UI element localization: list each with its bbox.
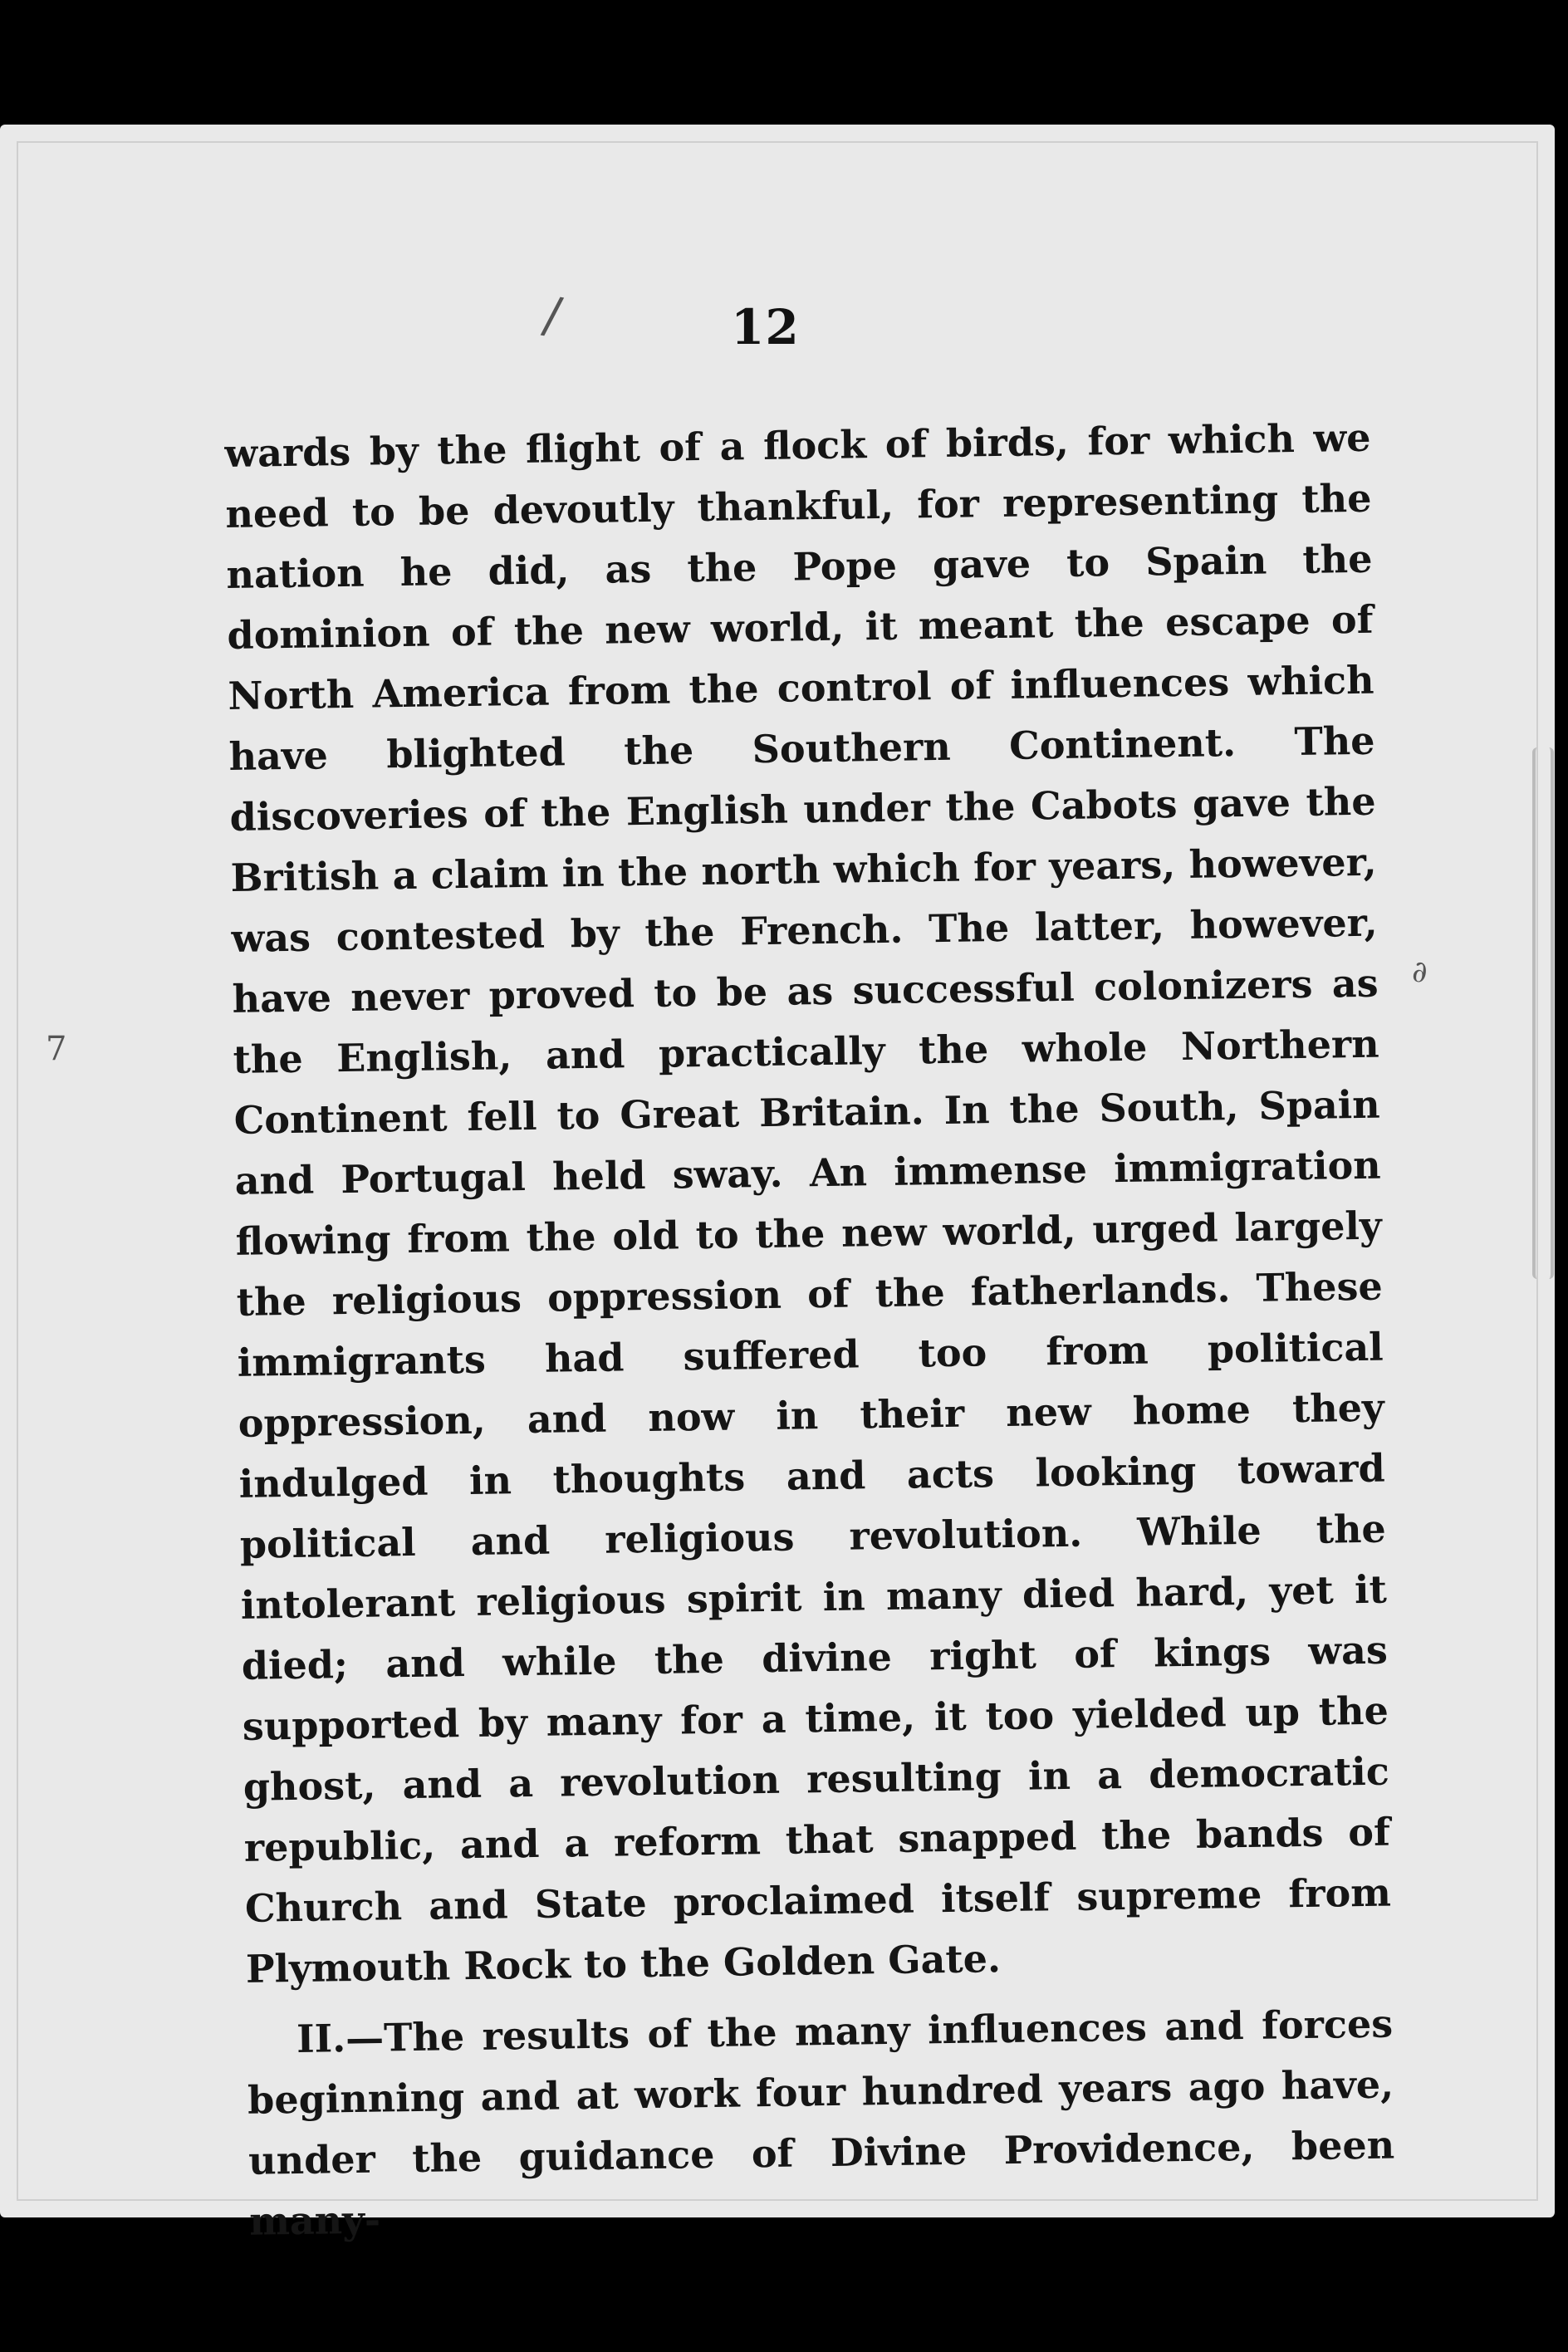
paragraph: wards by the flight of a flock of birds, for which we need to be devoutly thankful, for representing the nation he did, as the Pope gave to Spain the dominion of the new world, it meant the escape of North America from the control of influences which have blighted the Southern Continent. The discoveries of the English under the Cabots gave the British a claim in the north which for years, however, was contested by the French. The latter, however, have never proved to be as successful colonizers as the English, and practically the whole Northern Continent fell to Great Britain. In the South, Spain and Portugal held sway. An immense immigration flowing from the old to the new world, urged largely the religious oppression of the fatherlands. These immigrants had suffered too from political oppression, and now in their new home they indulged in thoughts and acts looking toward political and religious revolution. While the intolerant religious spirit in many died hard, yet it died; and while the divine right of kings was supported by many for a time, it too yielded up the ghost, and a revolution resulting in a democratic republic, and a reform that snapped the bands of Church and State proclaimed itself supreme from Plymouth Rock to the Golden Gate. — [224, 414, 1392, 1992]
margin-mark: ∂ — [1412, 955, 1428, 989]
page-edge-bracket — [1532, 747, 1554, 1279]
page-number: 12 — [731, 299, 800, 355]
pencil-mark: / — [539, 285, 566, 346]
paragraph: II.—The results of the many influences and forces beginning and at work four hundred years ago have, under the guidance of Divine Providence, been many- — [247, 2001, 1395, 2244]
page-body-text — [224, 408, 1396, 2252]
margin-mark: 7 — [46, 1030, 67, 1068]
